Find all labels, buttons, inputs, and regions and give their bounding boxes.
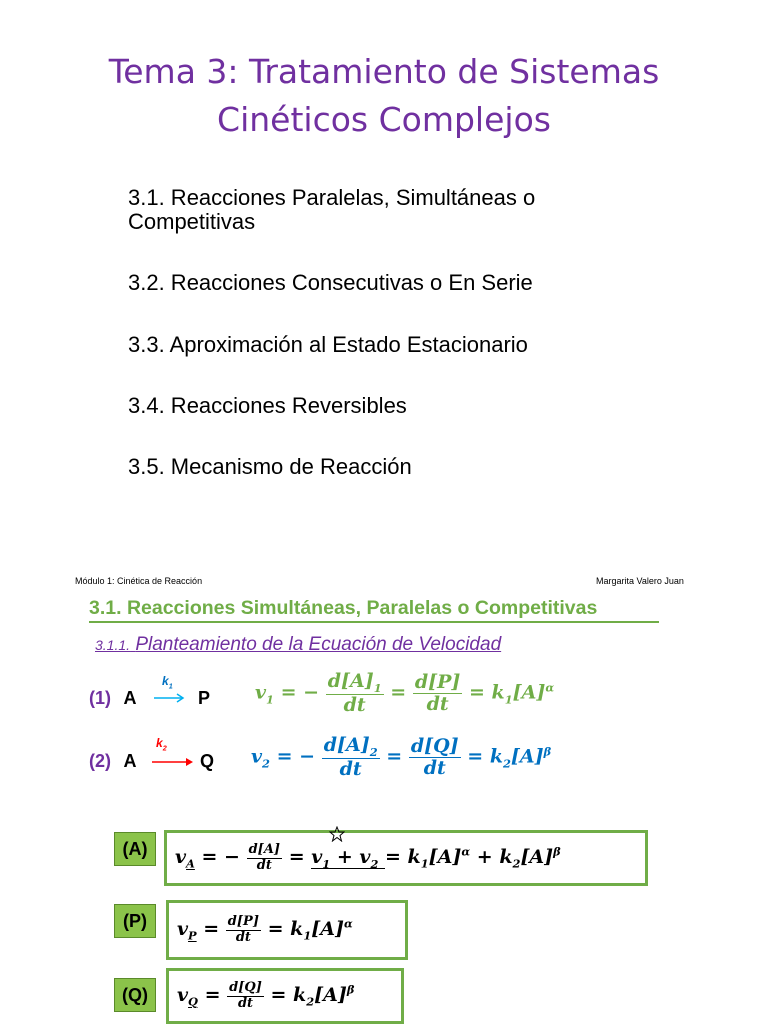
reaction-1-arrow bbox=[152, 676, 188, 706]
equation-box-a bbox=[164, 830, 648, 886]
arrow-right-icon bbox=[152, 676, 188, 706]
equation-q: $v_Q$ = $\frac{d[Q]}{dt}$ = $k_2[A]^\beta$ bbox=[177, 980, 355, 1011]
reaction-2-reactant: A bbox=[123, 751, 137, 771]
tag-q: (Q) bbox=[114, 978, 156, 1012]
section-title: 3.1. Reacciones Simultáneas, Paralelas o Competitivas bbox=[89, 597, 598, 619]
title-line-1: Tema 3: Tratamiento de Sistemas bbox=[108, 52, 660, 91]
tag-a: (A) bbox=[114, 832, 156, 866]
equation-p: $v_P$ = $\frac{d[P]}{dt}$ = $k_1[A]^\alpha$ bbox=[177, 914, 353, 945]
reaction-2 bbox=[89, 751, 136, 772]
rate-equation-1: $v_1$ = − $\frac{d[A]_1}{dt}$ = $\frac{d[P]}{dt}$ = $k_1[A]^\alpha$ bbox=[255, 670, 555, 717]
arrow-right-icon bbox=[150, 738, 194, 768]
toc-item-3: 3.3. Aproximación al Estado Estacionario bbox=[128, 332, 528, 357]
equation-box-q bbox=[166, 968, 404, 1024]
reaction-2-product: Q bbox=[200, 751, 215, 771]
slide-header-left: Módulo 1: Cinética de Reacción bbox=[75, 576, 203, 586]
toc-item-2: 3.2. Reacciones Consecutivas o En Serie bbox=[128, 270, 533, 295]
reaction-2-k: $k_2$ bbox=[156, 736, 167, 753]
rate-equation-2: $v_2$ = − $\frac{d[A]_2}{dt}$ = $\frac{d[Q]}{dt}$ = $k_2[A]^\beta$ bbox=[251, 734, 552, 781]
toc-item-5: 3.5. Mecanismo de Reacción bbox=[128, 454, 412, 479]
section-underline bbox=[89, 621, 659, 623]
subsection-title bbox=[95, 634, 501, 656]
reaction-2-number: (2) bbox=[89, 751, 111, 771]
equation-a: $v_A$ = − $\frac{d[A]}{dt}$ = $v_1 + v_2$ = $k_1[A]^\alpha + k_2[A]^\beta$ bbox=[175, 843, 561, 873]
toc-item-4: 3.4. Reacciones Reversibles bbox=[128, 393, 407, 418]
toc-item-1-line-1: 3.1. Reacciones Paralelas, Simultáneas o bbox=[128, 185, 536, 210]
star-icon bbox=[329, 826, 345, 842]
reaction-1-product: P bbox=[198, 688, 211, 708]
reaction-1-number: (1) bbox=[89, 688, 111, 708]
reaction-1 bbox=[89, 688, 136, 709]
toc-item-1 bbox=[128, 186, 535, 234]
reaction-2-arrow bbox=[150, 738, 194, 768]
subsection-number: 3.1.1. bbox=[95, 637, 131, 653]
title-line-2: Cinéticos Complejos bbox=[217, 100, 551, 139]
reaction-1-k: $k_1$ bbox=[162, 674, 173, 691]
reaction-1-reactant: A bbox=[123, 688, 137, 708]
equation-box-p bbox=[166, 900, 408, 960]
slide-header-right: Margarita Valero Juan bbox=[596, 576, 684, 586]
toc-item-1-line-2: Competitivas bbox=[128, 209, 256, 234]
subsection-text: Planteamiento de la Ecuación de Velocidad bbox=[135, 634, 502, 655]
page-title bbox=[0, 50, 768, 142]
tag-p: (P) bbox=[114, 904, 156, 938]
